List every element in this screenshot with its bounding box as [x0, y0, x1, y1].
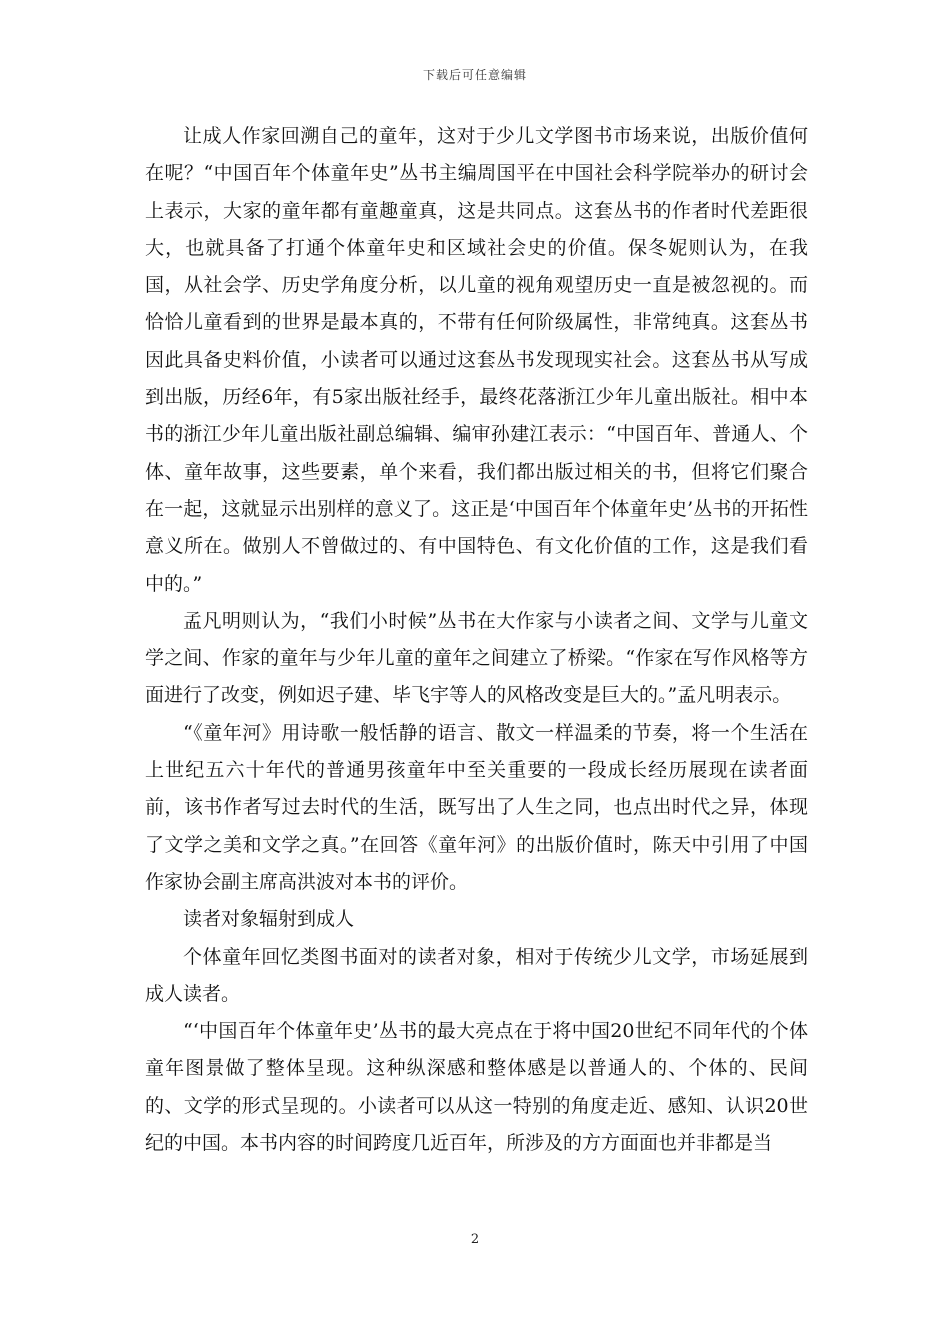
- paragraph: 个体童年回忆类图书面对的读者对象，相对于传统少儿文学，市场延展到成人读者。: [145, 945, 808, 1005]
- section-heading: 读者对象辐射到成人: [183, 908, 355, 931]
- page-number: 2: [470, 1232, 480, 1247]
- document-body: [145, 118, 808, 1162]
- paragraph: 孟凡明则认为，“我们小时候”丛书在大作家与小读者之间、文学与儿童文学之间、作家的童年与少年儿童的童年之间建立了桥梁。“作家在写作风格等方面进行了改变，例如迟子建、毕飞宇等人的风格改变是巨大的。”孟凡明表示。: [145, 609, 808, 707]
- page-header: 下载后可任意编辑: [422, 68, 527, 82]
- paragraph: 让成人作家回溯自己的童年，这对于少儿文学图书市场来说，出版价值何在呢？“中国百年个体童年史”丛书主编周国平在中国社会科学院举办的研讨会上表示，大家的童年都有童趣童真，这是共同点。这套丛书的作者时代差距很大，也就具备了打通个体童年史和区域社会史的价值。保冬妮则认为，在我国，从社会学、历史学角度分析，以儿童的视角观望历史一直是被忽视的。而恰恰儿童看到的世界是最本真的，不带有任何阶级属性，非常纯真。这套丛书因此具备史料价值，小读者可以通过这套丛书发现现实社会。这套丛书从写成到出版，历经6年，有5家出版社经手，最终花落浙江少年儿童出版社。相中本书的浙江少年儿童出版社副总编辑、编审孙建江表示：“中国百年、普通人、个体、童年故事，这些要素，单个来看，我们都出版过相关的书，但将它们聚合在一起，这就显示出别样的意义了。这正是‘中国百年个体童年史’丛书的开拓性意义所在。做别人不曾做过的、有中国特色、有文化价值的工作，这是我们看中的。”: [145, 125, 808, 595]
- paragraph: “《童年河》用诗歌一般恬静的语言、散文一样温柔的节奏，将一个生活在上世纪五六十年代的普通男孩童年中至关重要的一段成长经历展现在读者面前，该书作者写过去时代的生活，既写出了人生之同，也点出时代之异，体现了文学之美和文学之真。”在回答《童年河》的出版价值时，陈天中引用了中国作家协会副主席高洪波对本书的评价。: [145, 721, 808, 893]
- paragraph: “‘中国百年个体童年史’丛书的最大亮点在于将中国20世纪不同年代的个体童年图景做了整体呈现。这种纵深感和整体感是以普通人的、个体的、民间的、文学的形式呈现的。小读者可以从这一特别的角度走近、感知、认识20世纪的中国。本书内容的时间跨度几近百年，所涉及的方方面面也并非都是当: [145, 1020, 808, 1155]
